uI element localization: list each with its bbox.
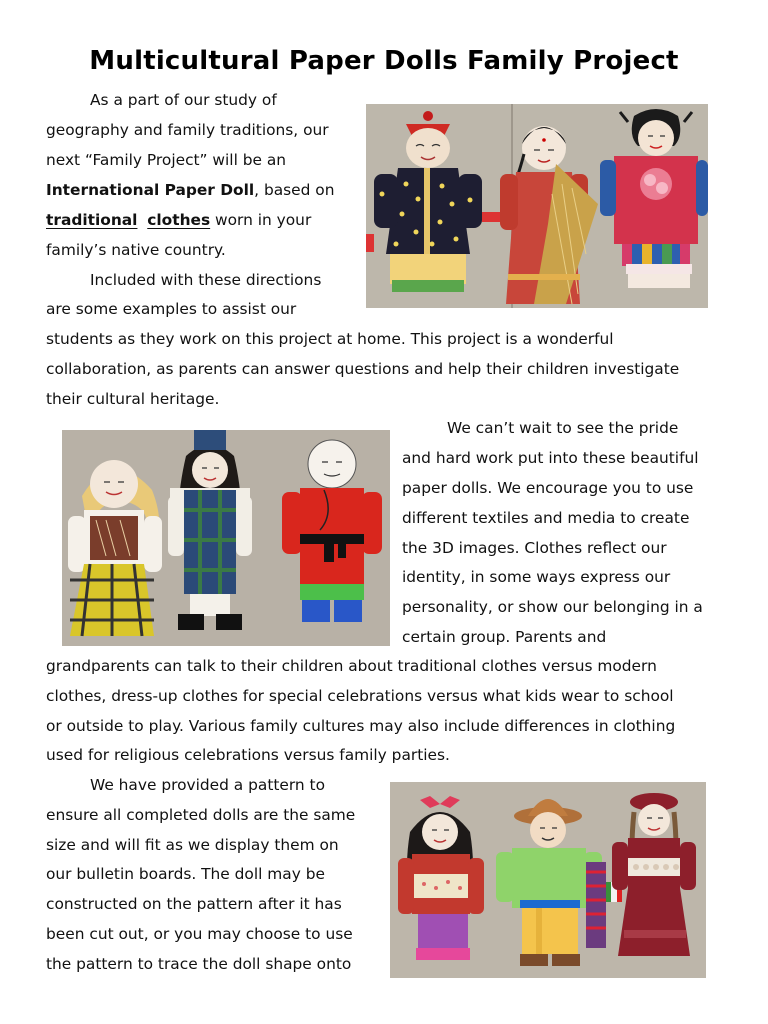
paragraph1-line2: geography and family traditions, our <box>46 121 329 139</box>
paragraph1-line1: As a part of our study of <box>90 91 277 109</box>
paragraph3-line3: paper dolls. We encourage you to use <box>402 479 694 497</box>
paragraph3-line2: and hard work put into these beautiful <box>402 449 699 467</box>
paragraph1-line5 <box>46 210 311 230</box>
clothes-emphasis: clothes <box>147 211 211 229</box>
serape <box>586 862 606 948</box>
paragraph4-line7: the pattern to trace the doll shape onto <box>46 955 352 973</box>
paragraph3-line10: clothes, dress-up clothes for special celebrations versus what kids wear to school <box>46 687 674 705</box>
paragraph4-line4: our bulletin boards. The doll may be <box>46 865 325 883</box>
paragraph2-line5: their cultural heritage. <box>46 390 220 408</box>
paragraph4-line5: constructed on the pattern after it has <box>46 895 342 913</box>
paragraph1-line4 <box>46 180 334 200</box>
paragraph3-line4: different textiles and media to create <box>402 509 690 527</box>
paragraph2-line3: students as they work on this project at home. This project is a wonderful <box>46 330 614 348</box>
paragraph4-line6: been cut out, or you may choose to use <box>46 925 353 943</box>
photo-asian-paper-dolls <box>366 104 708 308</box>
traditional-emphasis: traditional <box>46 211 138 229</box>
paragraph3-line7: personality, or show our belonging in a <box>402 598 703 616</box>
paragraph3-line5: the 3D images. Clothes reflect our <box>402 539 667 557</box>
paragraph3-line11: or outside to play. Various family cultures may also include differences in clothing <box>46 717 676 735</box>
paragraph4-line1: We have provided a pattern to <box>90 776 326 794</box>
international-paper-doll-emphasis: International Paper Doll <box>46 181 255 199</box>
paragraph3-line8: certain group. Parents and <box>402 628 607 646</box>
paragraph4-line3: size and will fit as we display them on <box>46 836 339 854</box>
paragraph3-line6: identity, in some ways express our <box>402 568 671 586</box>
paragraph3-line1: We can’t wait to see the pride <box>447 419 679 437</box>
paragraph3-line12: used for religious celebrations versus family parties. <box>46 746 450 764</box>
paragraph1-line4-rest: , based on <box>254 181 335 199</box>
paragraph3-line9: grandparents can talk to their children about traditional clothes versus modern <box>46 657 657 675</box>
paragraph2-line4: collaboration, as parents can answer questions and help their children investigate <box>46 360 680 378</box>
paragraph1-line6: family’s native country. <box>46 241 226 259</box>
paragraph2-line1: Included with these directions <box>90 271 322 289</box>
page-title: Multicultural Paper Dolls Family Project <box>89 46 679 76</box>
paragraph1-line3: next “Family Project” will be an <box>46 151 287 169</box>
photo-latin-paper-dolls <box>390 782 706 978</box>
photo-european-paper-dolls <box>62 430 390 646</box>
paragraph4-line2: ensure all completed dolls are the same <box>46 806 356 824</box>
paragraph2-line2: are some examples to assist our <box>46 300 297 318</box>
paragraph1-line5-rest: worn in your <box>210 211 312 229</box>
